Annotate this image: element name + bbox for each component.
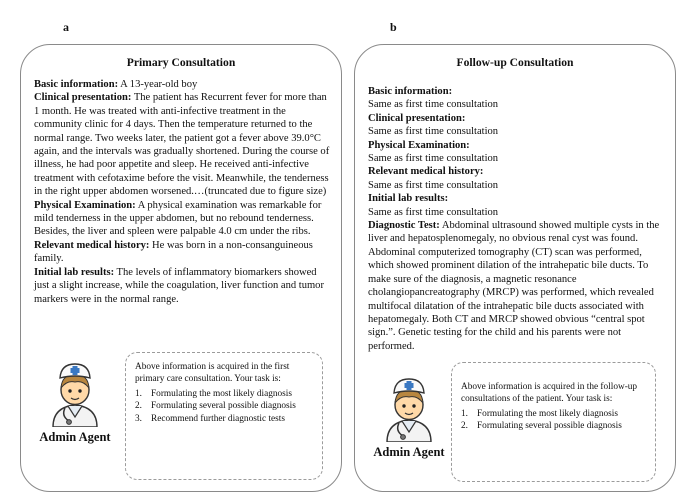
history-text: Same as first time consultation: [368, 179, 499, 191]
clinical-text: Same as first time consultation: [368, 126, 499, 138]
task-text: Formulating the most likely diagnosis: [151, 388, 292, 399]
diag-label: Diagnostic Test:: [368, 220, 440, 232]
task-num: 2.: [135, 401, 142, 412]
basic-info: [34, 78, 331, 91]
task-list: [461, 408, 647, 433]
clinical-heading: Clinical presentation:: [368, 112, 466, 124]
lab-label: Initial lab results:: [34, 266, 115, 278]
basic-info-label: [368, 85, 665, 98]
task-intro: Above information is acquired in the follow-up consultations of the patient. Your task is:: [461, 382, 638, 405]
doctor-avatar-icon: [369, 376, 449, 442]
clinical-label: [368, 112, 665, 125]
history-text: He was born in a non-consanguineous family.: [34, 239, 313, 265]
physical-label: Physical Examination:: [34, 199, 136, 211]
task-item: [135, 413, 314, 425]
clinical-text: The patient has Recurrent fever for more than 1 month. He was treated with anti-infective treatment in the community clinic for 4 days. Then the temperature returned to the normal range. Two weeks later, the patient got a fever above 39.0°C again, and the intervals was gradually shortened. During the course of illness, he had poor appetite and sleep. He received anti-infective treatment with cefotaxime before the visit. Meanwhile, the tenderness in the right upper abdomen worsened.…(truncated due to figure size): [34, 92, 330, 198]
card-title: Follow-up Consultation: [456, 56, 574, 69]
task-num: 1.: [461, 408, 468, 419]
agent-label: Admin Agent: [39, 430, 111, 444]
history-label: Relevant medical history:: [34, 239, 150, 251]
card-title: Primary Consultation: [126, 56, 236, 69]
history-heading: Relevant medical history:: [368, 166, 484, 178]
primary-consultation-card: [20, 44, 342, 492]
panel-b-letter: b: [390, 20, 397, 34]
task-list: [135, 388, 314, 425]
task-text: Recommend further diagnostic tests: [151, 413, 285, 424]
task-text: Formulating several possible diagnosis: [477, 421, 622, 432]
admin-agent: [35, 361, 115, 445]
task-num: 2.: [461, 421, 468, 432]
case-description: [34, 78, 331, 306]
task-text: Formulating several possible diagnosis: [151, 401, 296, 412]
case-description: [368, 85, 665, 353]
basic-info-text: A 13-year-old boy: [118, 79, 198, 90]
basic-info-heading: Basic information:: [368, 86, 453, 97]
agent-label: Admin Agent: [373, 445, 445, 459]
task-intro: Above information is acquired in the first primary care consultation. Your task is:: [135, 362, 290, 385]
physical-exam: [34, 199, 331, 239]
basic-info-label: Basic information:: [34, 79, 119, 90]
lab-results: [34, 266, 331, 306]
diagnostic-test: [368, 219, 665, 353]
diag-text: Abdominal ultrasound showed multiple cysts in the liver and hepatosplenomegaly, no obvious renal cyst was found. Abdominal computerized tomography (CT) scan was performed, which showed prominent dilation of the intrahepatic bile ducts. To make sure of the diagnosis, a magnetic resonance cholangiopancreatography (MRCP) was performed, which revealed multifocal dilatation of the intrahepatic bile ducts associated with hepatomegaly. Both CT and MRCP showed obvious “central spot sign.”. Genetic testing for the child and his parents were not performed.: [368, 220, 660, 352]
task-item: [135, 400, 314, 412]
clinical-label: Clinical presentation:: [34, 92, 132, 104]
physical-text: A physical examination was remarkable for mild tenderness in the upper abdomen, but no rebound tenderness. Besides, the liver and spleen were palpable 4.0 cm under the ribs.: [34, 199, 322, 238]
doctor-avatar-icon: [35, 361, 115, 427]
physical-text: Same as first time consultation: [368, 153, 499, 165]
history-label: [368, 165, 665, 178]
task-num: 1.: [135, 388, 142, 399]
task-item: [461, 408, 647, 420]
task-box: [125, 352, 323, 480]
task-item: [461, 420, 647, 432]
lab-label: [368, 192, 665, 205]
panel-a-letter: a: [63, 20, 69, 34]
physical-heading: Physical Examination:: [368, 139, 470, 151]
clinical-presentation: [34, 91, 331, 198]
followup-consultation-card: [354, 44, 676, 492]
task-box: [451, 362, 656, 482]
medical-history: [34, 239, 331, 266]
lab-text: The levels of inflammatory biomarkers showed just a slight increase, while the coagulation, liver function and tumor markers were in the normal range.: [34, 266, 324, 305]
task-item: [135, 388, 314, 400]
lab-heading: Initial lab results:: [368, 193, 449, 205]
basic-info-text: Same as first time consultation: [368, 99, 499, 111]
task-text: Formulating the most likely diagnosis: [477, 408, 618, 419]
lab-text: Same as first time consultation: [368, 206, 499, 218]
task-num: 3.: [135, 413, 142, 424]
admin-agent: [369, 376, 449, 460]
physical-label: [368, 139, 665, 152]
